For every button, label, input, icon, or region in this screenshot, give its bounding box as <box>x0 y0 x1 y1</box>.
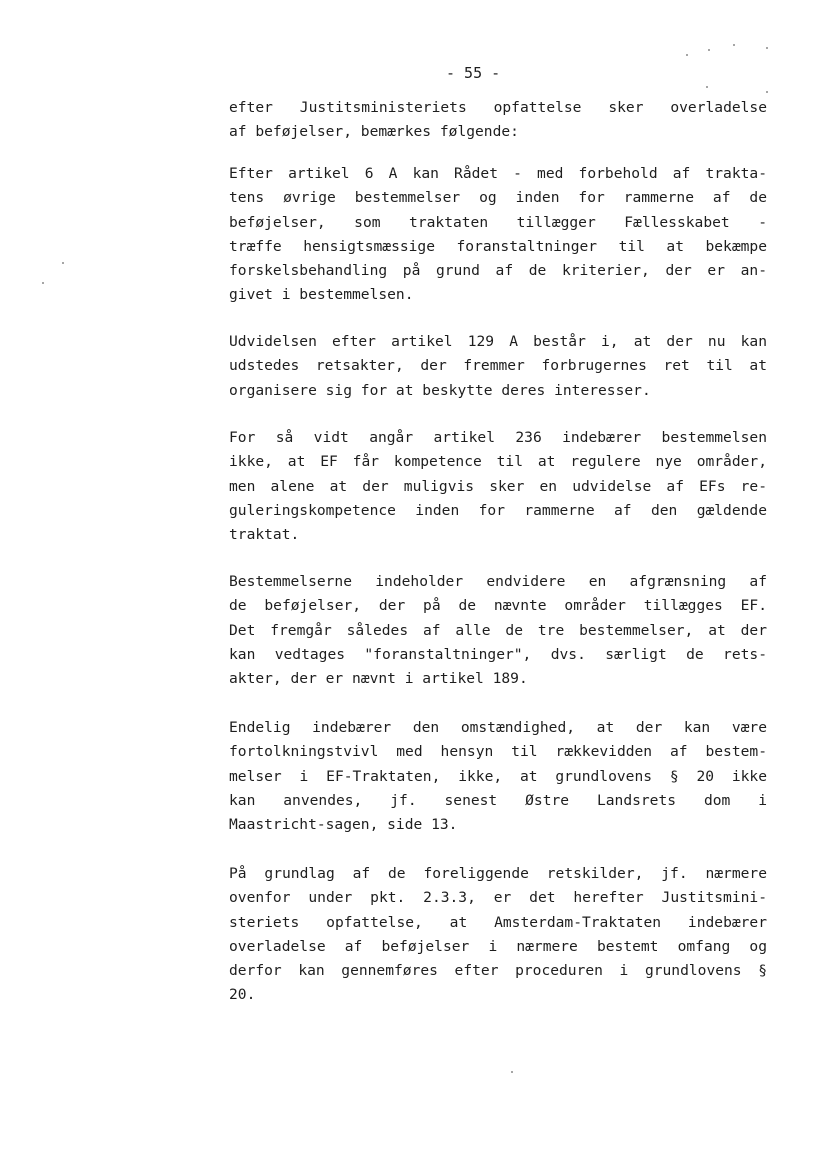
text-line: udstedes retsakter, der fremmer forbrugernes ret til at <box>229 357 767 375</box>
text-line: kan anvendes, jf. senest Østre Landsrets dom i <box>229 791 767 809</box>
text-line: Maastricht-sagen, side 13. <box>229 816 458 834</box>
text-line: melser i EF-Traktaten, ikke, at grundlovens § 20 ikke <box>229 767 767 785</box>
paragraph-3 <box>229 330 767 403</box>
scan-speck <box>706 86 708 88</box>
text-line: akter, der er nævnt i artikel 189. <box>229 670 528 688</box>
text-line: men alene at der muligvis sker en udvidelse af EFs re- <box>229 477 767 495</box>
text-line: steriets opfattelse, at Amsterdam-Traktaten indebærer <box>229 913 767 931</box>
text-line: kan vedtages "foranstaltninger", dvs. særligt de rets- <box>229 645 767 663</box>
scan-speck <box>511 1071 513 1073</box>
paragraph-6 <box>229 716 767 837</box>
text-line: 20. <box>229 986 256 1004</box>
text-line: af beføjelser, bemærkes følgende: <box>229 123 519 141</box>
text-line: guleringskompetence inden for rammerne af den gældende <box>229 501 767 519</box>
text-line: ovenfor under pkt. 2.3.3, er det herefter Justitsmini- <box>229 889 767 907</box>
text-line: organisere sig for at beskytte deres interesser. <box>229 381 651 399</box>
scan-speck <box>42 282 44 284</box>
paragraph-7 <box>229 862 767 1008</box>
paragraph-5 <box>229 570 767 691</box>
page-number: - 55 - <box>446 64 501 82</box>
paragraph-1 <box>229 96 767 145</box>
text-line: træffe hensigtsmæssige foranstaltninger til at bekæmpe <box>229 237 767 255</box>
paragraph-2 <box>229 162 767 308</box>
text-line: forskelsbehandling på grund af de kriterier, der er an- <box>229 262 767 280</box>
text-line: traktat. <box>229 526 300 544</box>
scan-speck <box>766 91 768 93</box>
text-line: Udvidelsen efter artikel 129 A består i, at der nu kan <box>229 333 767 350</box>
text-line: For så vidt angår artikel 236 indebærer bestemmelsen <box>229 429 767 446</box>
text-line: Endelig indebærer den omstændighed, at der kan være <box>229 719 767 736</box>
scan-speck <box>733 44 735 46</box>
text-line: de beføjelser, der på de nævnte områder tillægges EF. <box>229 597 767 615</box>
text-line: tens øvrige bestemmelser og inden for rammerne af de <box>229 189 767 207</box>
text-line: givet i bestemmelsen. <box>229 286 414 304</box>
text-line: beføjelser, som traktaten tillægger Fællesskabet - <box>229 213 767 231</box>
scan-speck <box>766 47 768 49</box>
text-line: efter Justitsministeriets opfattelse sker overladelse <box>229 99 767 116</box>
text-line: Det fremgår således af alle de tre bestemmelser, at der <box>229 621 767 639</box>
text-line: På grundlag af de foreliggende retskilder, jf. nærmere <box>229 865 767 882</box>
scan-speck <box>62 262 64 264</box>
text-line: Bestemmelserne indeholder endvidere en afgrænsning af <box>229 573 767 590</box>
text-line: fortolkningstvivl med hensyn til rækkevidden af bestem- <box>229 743 767 761</box>
text-line: ikke, at EF får kompetence til at regulere nye områder, <box>229 453 767 471</box>
scan-speck <box>686 54 688 56</box>
text-line: overladelse af beføjelser i nærmere bestemt omfang og <box>229 937 767 955</box>
scan-speck <box>708 49 710 51</box>
text-line: Efter artikel 6 A kan Rådet - med forbehold af trakta- <box>229 165 767 182</box>
text-line: derfor kan gennemføres efter proceduren i grundlovens § <box>229 962 767 980</box>
paragraph-4 <box>229 426 767 547</box>
